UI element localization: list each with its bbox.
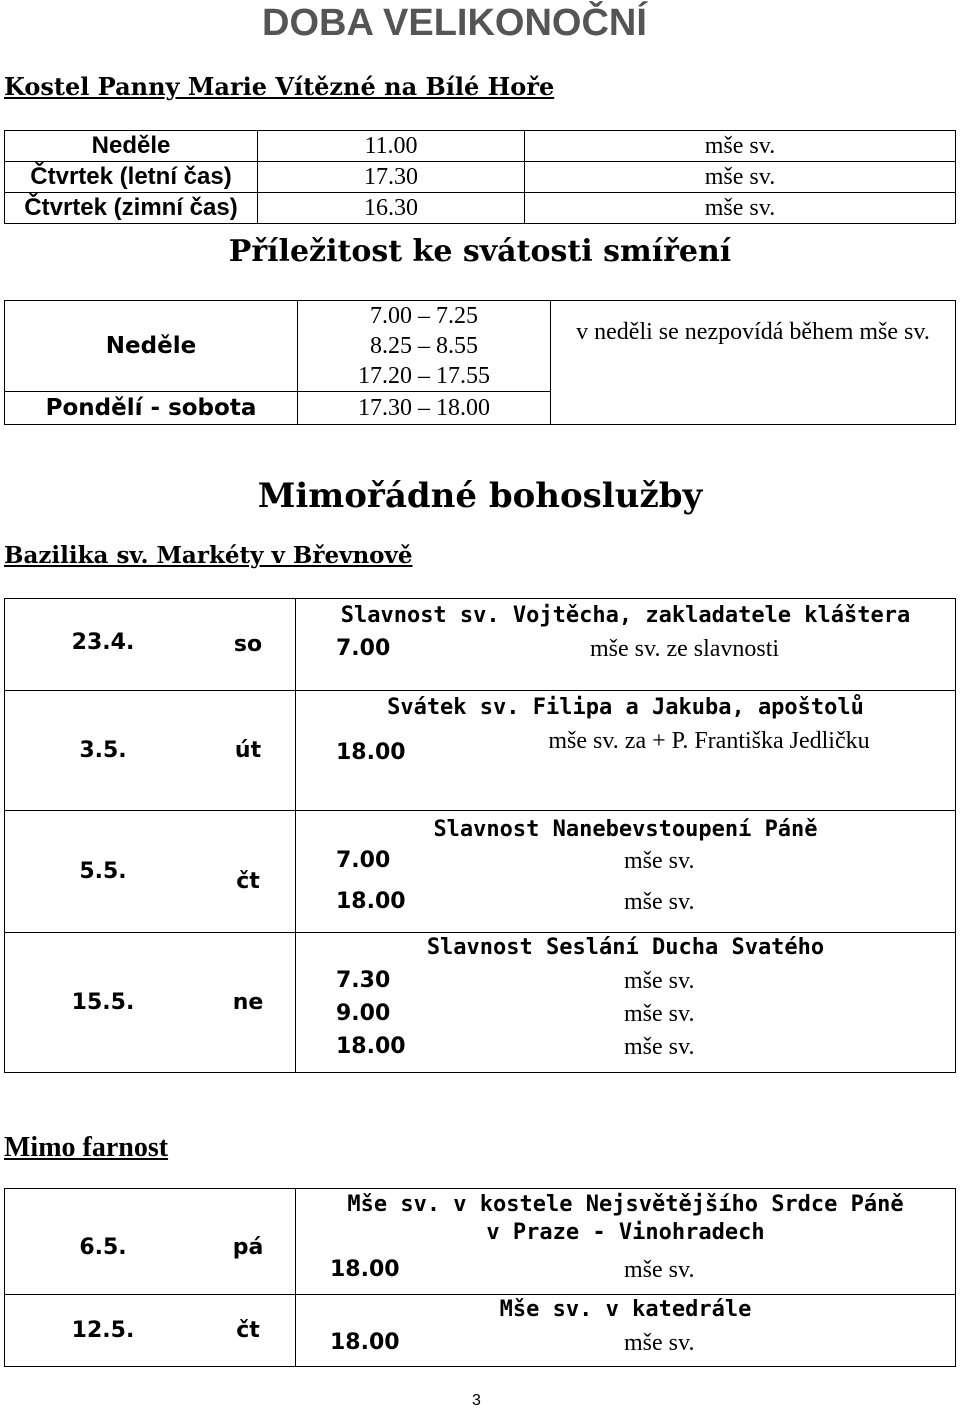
event-time: 18.00 <box>336 889 406 914</box>
date-cell: 23.4. <box>5 599 202 691</box>
weekday-time: 17.30 – 18.00 <box>298 392 551 425</box>
date-cell: 12.5. <box>5 1295 202 1367</box>
confession-note: v neděli se nezpovídá během mše sv. <box>551 301 956 425</box>
table-row <box>5 162 956 193</box>
event-time: 18.00 <box>330 1257 400 1282</box>
extraordinary-heading: Mimořádné bohoslužby <box>257 476 703 516</box>
page-number: 3 <box>472 1392 481 1409</box>
type-cell: mše sv. <box>525 131 956 162</box>
event-desc: mše sv. <box>624 848 695 874</box>
table-row <box>5 301 956 392</box>
weekday-cell: čt <box>201 811 296 933</box>
weekday-cell: út <box>201 691 296 811</box>
table-row <box>5 193 956 224</box>
event-title: Slavnost sv. Vojtěcha, zakladatele kláštera <box>340 603 911 628</box>
event-desc: mše sv. <box>624 1257 695 1283</box>
confession-table <box>4 300 956 425</box>
event-desc: mše sv. ze slavnosti <box>590 636 780 662</box>
event-title-line: Mše sv. v kostele Nejsvětějšího Srdce Páně <box>347 1192 904 1217</box>
event-desc: mše sv. <box>624 1034 695 1060</box>
day-cell: Čtvrtek (letní čas) <box>5 162 258 193</box>
event-time: 9.00 <box>336 1001 391 1026</box>
event-time: 7.00 <box>336 636 391 661</box>
event-time: 7.30 <box>336 968 391 993</box>
type-cell: mše sv. <box>525 193 956 224</box>
time-cell: 17.30 <box>258 162 525 193</box>
time-slot: 17.20 – 17.55 <box>358 363 490 389</box>
date-cell: 5.5. <box>5 811 202 933</box>
table-row <box>5 1189 956 1295</box>
weekday-cell: čt <box>201 1295 296 1367</box>
event-desc: mše sv. <box>624 889 695 915</box>
date-cell: 6.5. <box>5 1189 202 1295</box>
event-desc: mše sv. <box>624 1330 695 1356</box>
event-cell <box>296 1295 956 1367</box>
table-row <box>5 811 956 933</box>
date-cell: 15.5. <box>5 933 202 1073</box>
table-row <box>5 599 956 691</box>
weekday-label: Pondělí - sobota <box>5 392 298 425</box>
event-title: Slavnost Seslání Ducha Svatého <box>426 935 825 960</box>
church-heading: Kostel Panny Marie Vítězné na Bílé Hoře <box>4 72 555 101</box>
mass-schedule-table <box>4 130 956 224</box>
event-cell <box>296 933 956 1073</box>
table-row <box>5 131 956 162</box>
weekday-cell: pá <box>201 1189 296 1295</box>
page-title: DOBA VELIKONOČNÍ <box>262 2 647 44</box>
time-cell: 16.30 <box>258 193 525 224</box>
time-slot: 7.00 – 7.25 <box>370 303 478 329</box>
weekday-cell: ne <box>201 933 296 1073</box>
event-title: Mše sv. v katedrále <box>499 1297 752 1322</box>
table-row <box>5 933 956 1073</box>
event-desc: mše sv. <box>624 968 695 994</box>
event-cell <box>296 1189 956 1295</box>
event-cell <box>296 811 956 933</box>
event-time: 18.00 <box>330 1330 400 1355</box>
extraordinary-table <box>4 598 956 1073</box>
event-title <box>296 1191 955 1247</box>
confession-heading: Příležitost ke svátosti smíření <box>228 234 732 269</box>
event-time: 18.00 <box>336 740 406 765</box>
event-desc: mše sv. za + P. Františka Jedličku <box>548 728 870 754</box>
table-row <box>5 1295 956 1367</box>
event-title: Slavnost Nanebevstoupení Páně <box>433 817 818 842</box>
table-row <box>5 691 956 811</box>
time-slot: 8.25 – 8.55 <box>370 333 478 359</box>
event-title: Svátek sv. Filipa a Jakuba, apoštolů <box>387 695 864 720</box>
event-time: 7.00 <box>336 848 391 873</box>
outside-heading: Mimo farnost <box>4 1132 169 1163</box>
sunday-times <box>298 301 551 392</box>
outside-table <box>4 1188 956 1367</box>
sunday-label: Neděle <box>5 301 298 392</box>
event-cell <box>296 599 956 691</box>
extraordinary-location: Bazilika sv. Markéty v Břevnově <box>4 542 413 569</box>
type-cell: mše sv. <box>525 162 956 193</box>
day-cell: Neděle <box>5 131 258 162</box>
time-cell: 11.00 <box>258 131 525 162</box>
date-cell: 3.5. <box>5 691 202 811</box>
event-title-line: v Praze - Vinohradech <box>486 1220 765 1245</box>
event-time: 18.00 <box>336 1034 406 1059</box>
event-desc: mše sv. <box>624 1001 695 1027</box>
event-cell <box>296 691 956 811</box>
day-cell: Čtvrtek (zimní čas) <box>5 193 258 224</box>
weekday-cell: so <box>201 599 296 691</box>
